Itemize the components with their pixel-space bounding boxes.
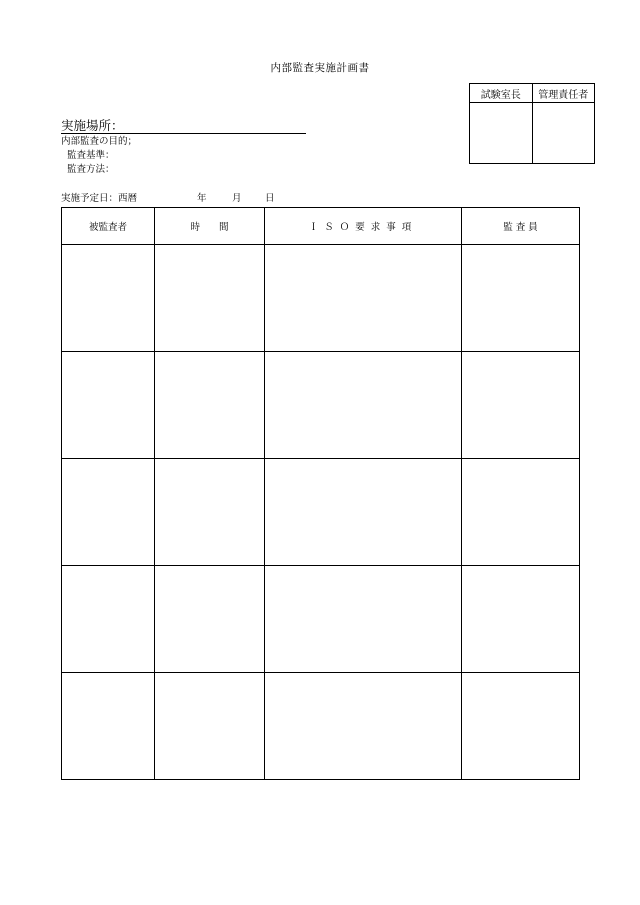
- approval-stamp-manager[interactable]: [532, 103, 595, 164]
- cell-time[interactable]: [155, 245, 265, 352]
- date-label: 実施予定日：西暦: [61, 193, 138, 204]
- cell-auditee[interactable]: [62, 459, 155, 566]
- table-row: [62, 673, 580, 780]
- approval-header-manager: 管理責任者: [532, 84, 595, 103]
- cell-time[interactable]: [155, 459, 265, 566]
- date-month-label: 月: [232, 193, 242, 204]
- approval-header-lab-chief: 試験室長: [470, 84, 533, 103]
- method-label: 監査方法：: [67, 164, 115, 175]
- cell-time[interactable]: [155, 673, 265, 780]
- location-label: 実施場所：: [61, 118, 124, 133]
- cell-iso-requirements[interactable]: [265, 566, 462, 673]
- cell-auditor[interactable]: [462, 245, 580, 352]
- cell-iso-requirements[interactable]: [265, 673, 462, 780]
- header-iso-requirements: ＩＳＯ要求事項: [265, 208, 462, 245]
- location-field[interactable]: [61, 118, 306, 134]
- header-auditor: 監 査 員: [462, 208, 580, 245]
- cell-auditee[interactable]: [62, 352, 155, 459]
- cell-auditee[interactable]: [62, 673, 155, 780]
- purpose-label: 内部監査の目的；: [61, 136, 138, 147]
- cell-time[interactable]: [155, 566, 265, 673]
- cell-iso-requirements[interactable]: [265, 245, 462, 352]
- cell-iso-requirements[interactable]: [265, 352, 462, 459]
- table-row: [62, 245, 580, 352]
- approval-stamp-lab-chief[interactable]: [470, 103, 533, 164]
- date-day-label: 日: [265, 193, 275, 204]
- audit-plan-table: [61, 207, 580, 780]
- standard-label: 監査基準：: [67, 150, 115, 161]
- header-time: 時 間: [155, 208, 265, 245]
- cell-auditor[interactable]: [462, 566, 580, 673]
- cell-auditee[interactable]: [62, 245, 155, 352]
- date-year-label: 年: [197, 193, 207, 204]
- scheduled-date-row: [61, 193, 301, 205]
- table-row: [62, 352, 580, 459]
- table-row: [62, 566, 580, 673]
- cell-time[interactable]: [155, 352, 265, 459]
- document-title: 内部監査実施計画書: [270, 62, 370, 74]
- header-auditee: 被監査者: [62, 208, 155, 245]
- cell-auditee[interactable]: [62, 566, 155, 673]
- table-row: [62, 459, 580, 566]
- cell-iso-requirements[interactable]: [265, 459, 462, 566]
- cell-auditor[interactable]: [462, 673, 580, 780]
- cell-auditor[interactable]: [462, 459, 580, 566]
- table-header-row: [62, 208, 580, 245]
- cell-auditor[interactable]: [462, 352, 580, 459]
- approval-box: [469, 83, 595, 164]
